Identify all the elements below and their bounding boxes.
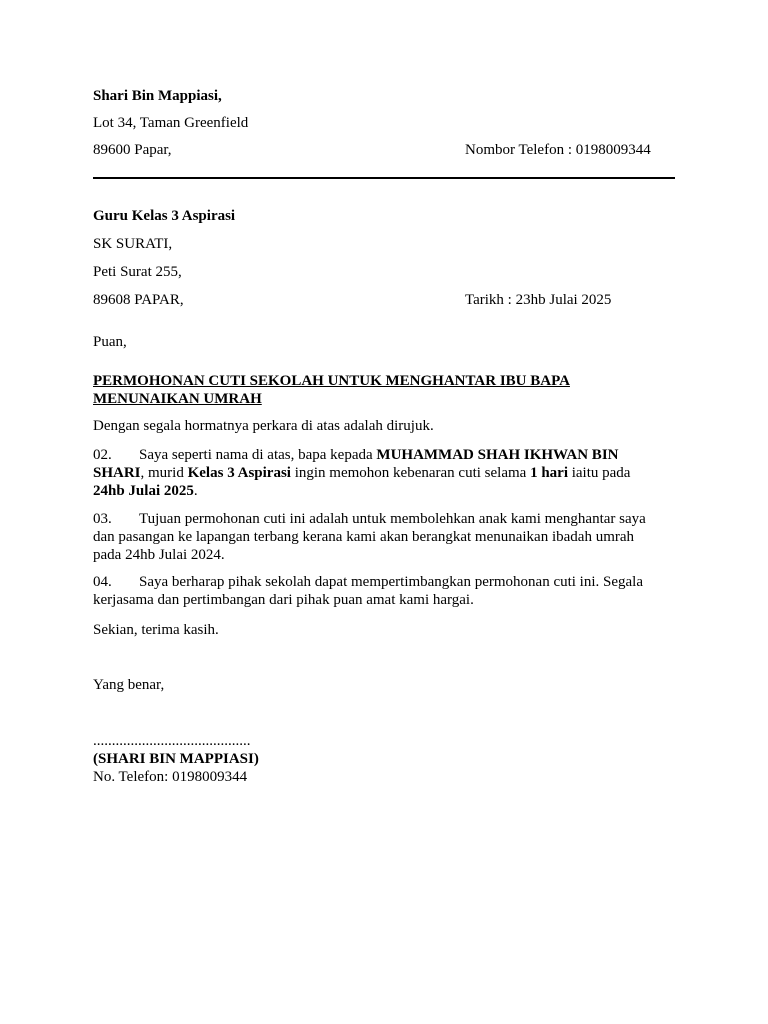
signature-line: .......................................... bbox=[93, 733, 251, 749]
paragraph-04: 04. Saya berharap pihak sekolah dapat mempertimbangkan permohonan cuti ini. Segala kerjasama dan pertimbangan dari pihak puan amat kami hargai. bbox=[93, 574, 644, 609]
paragraph-number: 03. bbox=[93, 511, 112, 527]
opening-paragraph: Dengan segala hormatnya perkara di atas adalah dirujuk. bbox=[93, 418, 434, 434]
recipient-school: SK SURATI, bbox=[93, 236, 173, 252]
closing: Sekian, terima kasih. bbox=[93, 622, 219, 638]
signatory-name: (SHARI BIN MAPPIASI) bbox=[93, 751, 259, 767]
recipient-postcode: 89608 PAPAR, bbox=[93, 292, 184, 308]
paragraph-03: 03. Tujuan permohonan cuti ini adalah untuk membolehkan anak kami menghantar saya dan pasangan ke lapangan terbang kerana kami akan berangkat menunaikan ibadah umrah pada 24hb Julai 2024. bbox=[93, 511, 646, 564]
signatory-phone: No. Telefon: 0198009344 bbox=[93, 769, 248, 785]
sign-off: Yang benar, bbox=[93, 677, 165, 693]
salutation: Puan, bbox=[93, 334, 127, 350]
sender-phone: Nombor Telefon : 0198009344 bbox=[465, 142, 651, 158]
paragraph-02: 02. Saya seperti nama di atas, bapa kepada MUHAMMAD SHAH IKHWAN BIN SHARI, murid Kelas 3 Aspirasi ingin memohon kebenaran cuti selama 1 hari iaitu pada 24hb Julai 2025. bbox=[93, 447, 631, 500]
letter-date: Tarikh : 23hb Julai 2025 bbox=[465, 292, 612, 308]
paragraph-number: 02. bbox=[93, 447, 112, 463]
subject-line2: MENUNAIKAN UMRAH bbox=[93, 391, 262, 407]
sender-address-line2: 89600 Papar, bbox=[93, 142, 172, 158]
subject-line1: PERMOHONAN CUTI SEKOLAH UNTUK MENGHANTAR IBU BAPA bbox=[93, 373, 570, 389]
recipient-box: Peti Surat 255, bbox=[93, 264, 182, 280]
sender-address-line1: Lot 34, Taman Greenfield bbox=[93, 115, 249, 131]
header-divider bbox=[93, 177, 675, 179]
sender-name: Shari Bin Mappiasi, bbox=[93, 88, 222, 104]
recipient-title: Guru Kelas 3 Aspirasi bbox=[93, 208, 236, 224]
paragraph-number: 04. bbox=[93, 574, 112, 590]
